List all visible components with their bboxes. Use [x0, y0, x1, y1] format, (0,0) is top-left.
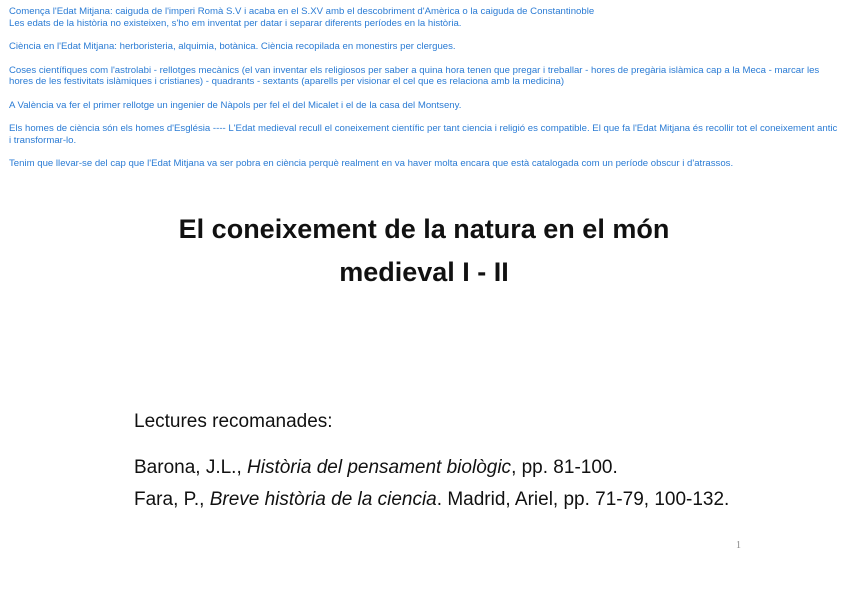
note-line: Ciència en l'Edat Mitjana: herboristeria, alquimia, botànica. Ciència recopilada en monestirs per clergues.	[9, 41, 456, 52]
reading-reference	[134, 452, 729, 484]
reference-details: . Madrid, Ariel, pp. 71-79, 100-132.	[436, 489, 730, 510]
reference-work: Història del pensament biològic	[247, 457, 512, 478]
speaker-notes	[9, 6, 841, 182]
recommended-readings	[134, 410, 729, 516]
reference-details: , pp. 81-100.	[511, 457, 618, 478]
note-line: A València va fer el primer rellotge un ingenier de Nàpols per fel el del Micalet i el de la casa del Montseny.	[9, 99, 462, 111]
title-line-2: medieval I - II	[339, 257, 509, 287]
reference-author: Fara, P.,	[134, 489, 210, 510]
page-number: 1	[736, 540, 741, 551]
reading-reference	[134, 484, 729, 516]
note-line: Els homes de ciència són els homes d'Església ---- L'Edat medieval recull el coneixement científic per tant ciencia i religió es compatible. El que fa l'Edat Mitjana és recollir tot el coneixement antic i transformar-lo.	[9, 123, 838, 146]
note-line: Tenim que llevar-se del cap que l'Edat Mitjana va ser pobra en ciència perquè realment en va haver molta encara que està catalogada com un període obscur i d'atrassos.	[9, 158, 734, 169]
reference-work: Breve història de la ciencia	[209, 489, 437, 510]
note-line: Comença l'Edat Mitjana: caiguda de l'imperi Romà S.V i acaba en el S.XV amb el descobriment d'Amèrica o la caiguda de Constantinoble	[9, 6, 595, 17]
page-title	[0, 208, 848, 294]
note-group-1	[9, 6, 841, 29]
note-line: Coses científiques com l'astrolabi - rellotges mecànics (el van inventar els religiosos per saber a quina hora tenen que pregar i treballar - hores de pregària islàmica cap a la Meca - marcar les hores de les festivitats islàmiques i cristianes) - quadrants - sextants (aparells per visionar el cel que es relaciona amb la medicina)	[9, 64, 820, 87]
reference-author: Barona, J.L.,	[134, 457, 248, 478]
readings-heading: Lectures recomanades:	[134, 411, 333, 432]
note-line: Les edats de la història no existeixen, s'ho em inventat per datar i separar diferents períodes en la història.	[9, 17, 462, 29]
title-line-1: El coneixement de la natura en el món	[178, 214, 670, 244]
